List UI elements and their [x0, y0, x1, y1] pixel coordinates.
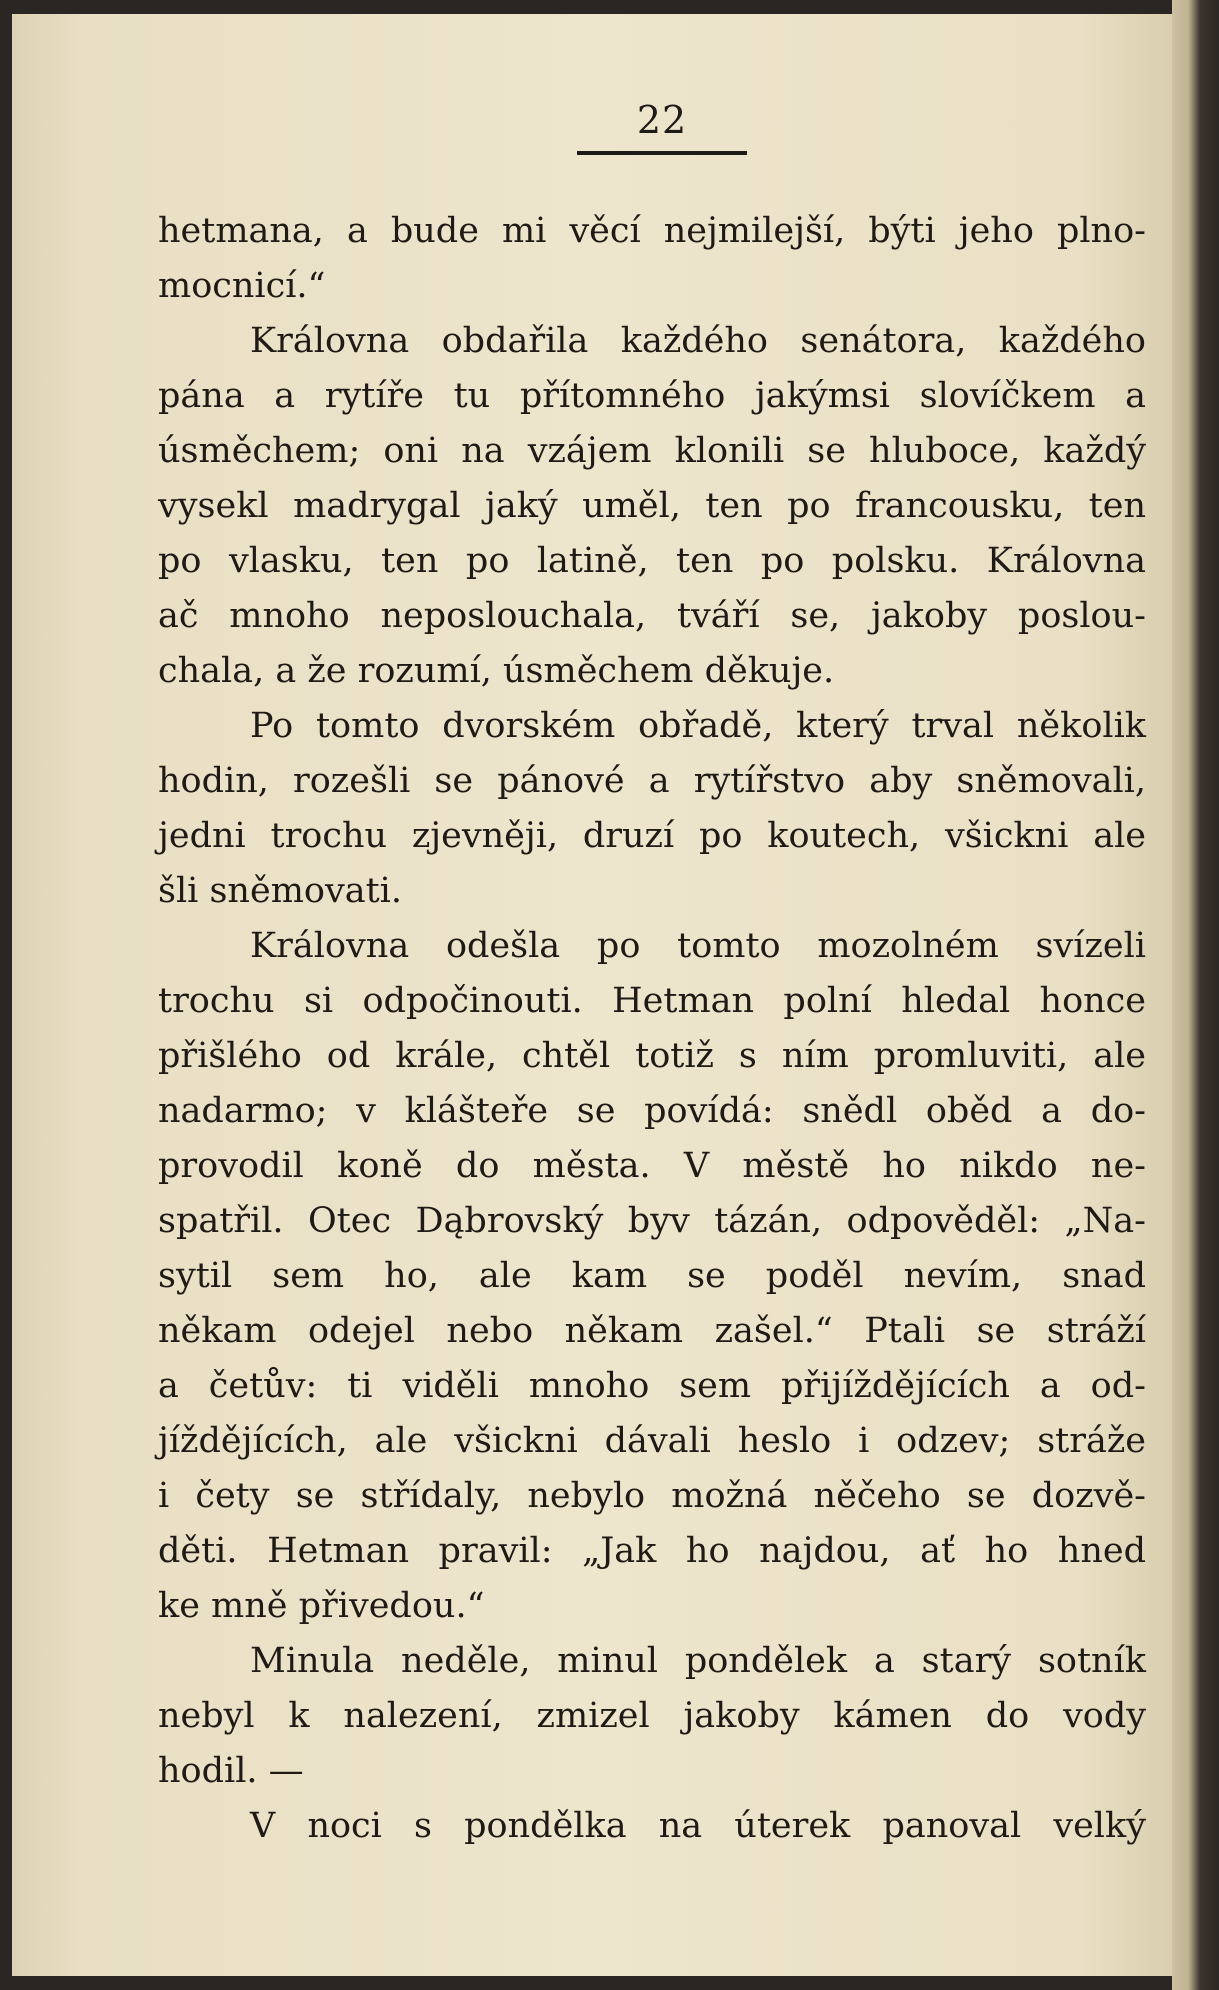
text-line: ač mnoho neposlouchala, tváří se, jakoby poslou-: [158, 596, 1146, 636]
text-line: jíždějících, ale všickni dávali heslo i odzev; stráže: [158, 1421, 1146, 1461]
text-line: šli sněmovati.: [158, 871, 402, 911]
page-number-rule: [577, 151, 747, 155]
text-line: trochu si odpočinouti. Hetman polní hledal honce: [158, 981, 1146, 1021]
text-line: ke mně přivedou.“: [158, 1586, 485, 1626]
page-number: 22: [636, 98, 688, 142]
text-line: mocnicí.“: [158, 266, 326, 306]
text-line: pána a rytíře tu přítomného jakýmsi slovíčkem a: [158, 376, 1146, 416]
text-line: i čety se střídaly, nebylo možná něčeho se dozvě-: [158, 1476, 1146, 1516]
text-line: hetmana, a bude mi věcí nejmilejší, býti jeho plno-: [158, 211, 1146, 251]
text-line: Královna odešla po tomto mozolném svízeli: [250, 926, 1146, 966]
text-line: a četův: ti viděli mnoho sem přijíždějících a od-: [158, 1366, 1146, 1406]
text-line: sytil sem ho, ale kam se poděl nevím, snad: [158, 1256, 1146, 1296]
text-line: vysekl madrygal jaký uměl, ten po francousku, ten: [158, 486, 1146, 526]
text-line: jedni trochu zjevněji, druzí po koutech, všickni ale: [158, 816, 1146, 856]
book-binding-edge: [1172, 0, 1219, 1990]
text-line: nebyl k nalezení, zmizel jakoby kámen do vody: [158, 1696, 1146, 1736]
book-page: [12, 14, 1172, 1976]
text-line: děti. Hetman pravil: „Jak ho najdou, ať ho hned: [158, 1531, 1146, 1571]
text-line: Po tomto dvorském obřadě, který trval několik: [250, 706, 1146, 746]
text-line: po vlasku, ten po latině, ten po polsku. Královna: [158, 541, 1146, 581]
text-line: někam odejel nebo někam zašel.“ Ptali se stráží: [158, 1311, 1146, 1351]
text-line: Královna obdařila každého senátora, každého: [250, 321, 1146, 361]
text-line: hodil. —: [158, 1751, 304, 1791]
text-line: přišlého od krále, chtěl totiž s ním promluviti, ale: [158, 1036, 1146, 1076]
text-line: V noci s pondělka na úterek panoval velký: [250, 1806, 1146, 1846]
text-line: nadarmo; v klášteře se povídá: snědl oběd a do-: [158, 1091, 1146, 1131]
text-line: provodil koně do města. V městě ho nikdo ne-: [158, 1146, 1146, 1186]
text-line: úsměchem; oni na vzájem klonili se hluboce, každý: [158, 431, 1146, 471]
text-line: hodin, rozešli se pánové a rytířstvo aby sněmovali,: [158, 761, 1146, 801]
body-text: [158, 204, 1146, 1854]
text-line: chala, a že rozumí, úsměchem děkuje.: [158, 651, 835, 691]
text-line: Minula neděle, minul pondělek a starý sotník: [250, 1641, 1146, 1681]
text-line: spatřil. Otec Dąbrovský byv tázán, odpověděl: „Na-: [158, 1201, 1146, 1241]
